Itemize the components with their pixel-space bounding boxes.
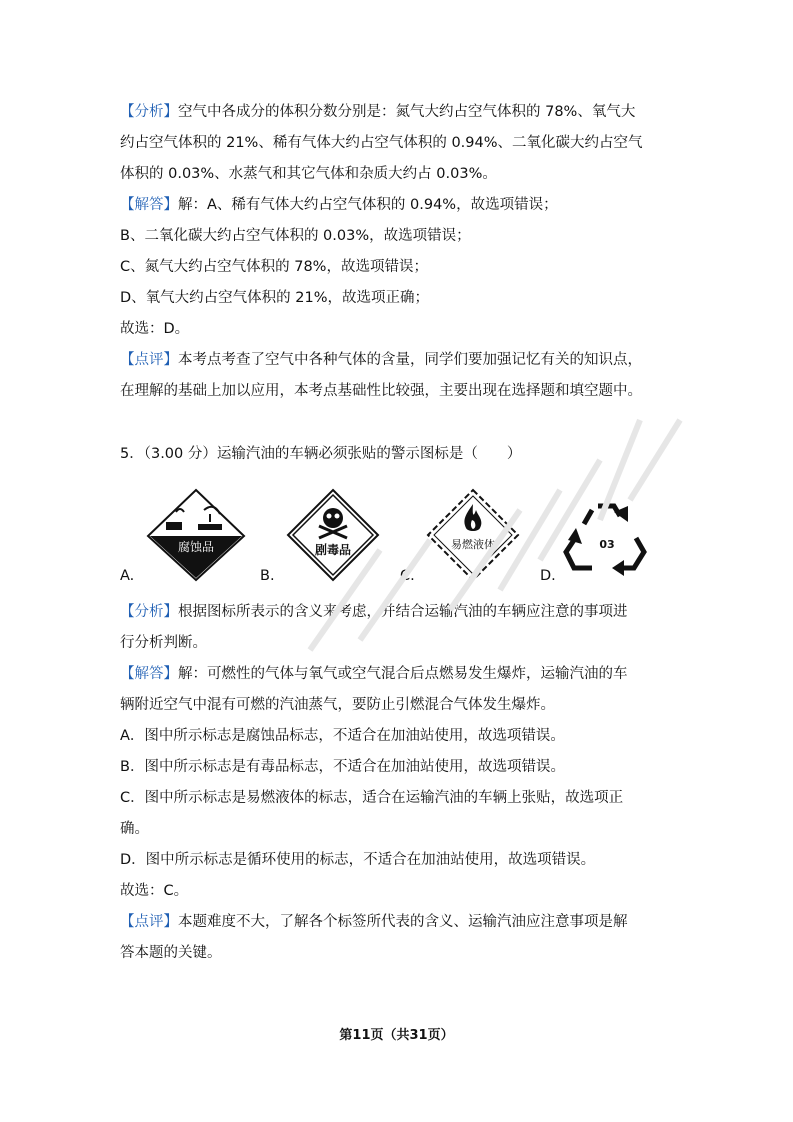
page-footer: 第11页（共31页） [339, 1028, 454, 1043]
answer2-line-7: D．图中所示标志是循环使用的标志，不适合在加油站使用，故选项错误。 [120, 852, 596, 868]
answer2-line-5: C．图中所示标志是易燃液体的标志，适合在运输汽油的车辆上张贴，故选项正 [120, 790, 624, 806]
answer-line-4: D、氧气大约占空气体积的 21%，故选项正确； [120, 290, 430, 306]
answer2-line-3: A．图中所示标志是腐蚀品标志，不适合在加油站使用，故选项错误。 [120, 728, 565, 744]
toxic-skull-icon [286, 488, 380, 582]
comment-line-1: 【点评】本考点考查了空气中各种气体的含量，同学们要加强记忆有关的知识点， [120, 352, 642, 368]
option-b-label: B. [260, 568, 275, 584]
comment2-line-1: 【点评】本题难度不大，了解各个标签所代表的含义、运输汽油应注意事项是解 [120, 914, 628, 930]
choice-line: 故选：D。 [120, 321, 190, 337]
comment-tag: 【点评】 [120, 352, 178, 368]
analysis2-tag: 【分析】 [120, 604, 178, 620]
choice2-line: 故选：C。 [120, 883, 189, 899]
svg-text:易燃液体: 易燃液体 [451, 538, 495, 551]
answer2-line-6: 确。 [120, 821, 149, 837]
svg-text:腐蚀品: 腐蚀品 [177, 540, 215, 554]
flammable-liquid-icon [426, 488, 520, 582]
answer2-tag: 【解答】 [120, 666, 178, 682]
analysis-line-1: 【分析】空气中各成分的体积分数分别是：氮气大约占空气体积的 78%、氧气大 [120, 104, 636, 120]
answer-line-3: C、氮气大约占空气体积的 78%，故选项错误； [120, 259, 428, 275]
recycle-icon [562, 496, 650, 580]
option-d-label: D. [540, 568, 556, 584]
answer-line-1: 【解答】解：A、稀有气体大约占空气体积的 0.94%，故选项错误； [120, 197, 558, 213]
analysis2-line-2: 行分析判断。 [120, 635, 207, 651]
comment2-line-2: 答本题的关键。 [120, 945, 222, 961]
svg-text:剧毒品: 剧毒品 [314, 543, 352, 557]
answer-line-2: B、二氧化碳大约占空气体积的 0.03%，故选项错误； [120, 228, 471, 244]
analysis-line-3: 体积的 0.03%、水蒸气和其它气体和杂质大约占 0.03%。 [120, 166, 497, 182]
comment2-tag: 【点评】 [120, 914, 178, 930]
answer-tag: 【解答】 [120, 197, 178, 213]
analysis-line-2: 约占空气体积的 21%、稀有气体大约占空气体积的 0.94%、二氧化碳大约占空气 [120, 135, 643, 151]
analysis-tag: 【分析】 [120, 104, 178, 120]
answer2-line-2: 辆附近空气中混有可燃的汽油蒸气，要防止引燃混合气体发生爆炸。 [120, 697, 555, 713]
question-stem: 5．（3.00 分）运输汽油的车辆必须张贴的警示图标是（ ） [120, 446, 522, 462]
corrosive-icon [146, 488, 246, 582]
answer2-line-4: B．图中所示标志是有毒品标志，不适合在加油站使用，故选项错误。 [120, 759, 565, 775]
comment-line-2: 在理解的基础上加以应用，本考点基础性比较强，主要出现在选择题和填空题中。 [120, 383, 642, 399]
option-a-label: A. [120, 568, 135, 584]
analysis2-line-1: 【分析】根据图标所表示的含义来考虑，并结合运输汽油的车辆应注意的事项进 [120, 604, 628, 620]
svg-text:03: 03 [599, 538, 615, 551]
option-c-label: C. [400, 568, 415, 584]
answer2-line-1: 【解答】解：可燃性的气体与氧气或空气混合后点燃易发生爆炸，运输汽油的车 [120, 666, 628, 682]
